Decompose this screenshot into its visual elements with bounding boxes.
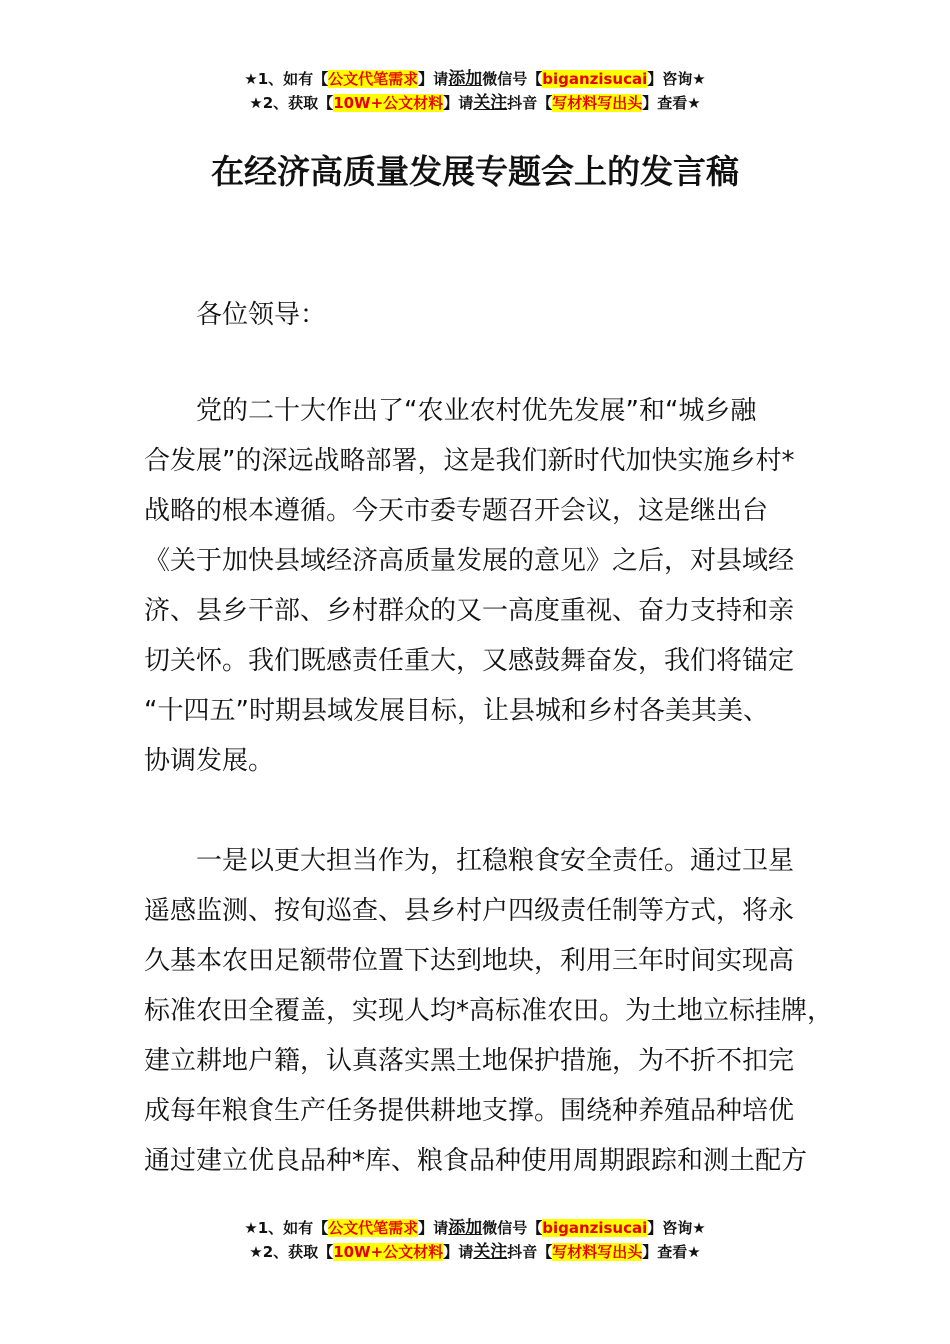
paragraph-line: 党的二十大作出了“农业农村优先发展”和“城乡融 (144, 396, 757, 426)
paragraph-line: 成每年粮食生产任务提供耕地支撑。围绕种养殖品种培优 (144, 1096, 795, 1126)
promo-emphasis: 添加 (448, 69, 483, 89)
promo-text: ★2、获取【 (249, 1243, 334, 1261)
paragraph-line: 标准农田全覆盖，实现人均*高标准农田。为土地立标挂牌， (144, 996, 834, 1026)
paragraph-line: 协调发展。 (144, 746, 275, 776)
promo-text: 】请 (418, 1219, 449, 1237)
promo-emphasis: 关注 (473, 93, 508, 113)
promo-text: ★1、如有【 (244, 1219, 329, 1237)
paragraph-line: 战略的根本遵循。今天市委专题召开会议，这是继出台 (144, 496, 769, 526)
promo-line-2 (0, 1240, 950, 1264)
promo-highlight: 公文代笔需求 (328, 1219, 419, 1237)
paragraph-line: 通过建立优良品种*库、粮食品种使用周期跟踪和测土配方 (144, 1146, 808, 1176)
paragraph-line: 合发展”的深远战略部署，这是我们新时代加快实施乡村* (144, 446, 795, 476)
promo-emphasis: 添加 (448, 1218, 483, 1238)
paragraph-line: 济、县乡干部、乡村群众的又一高度重视、奋力支持和亲 (144, 596, 795, 626)
promo-text: 微信号【 (482, 70, 543, 88)
douyin-account: 写材料写出头 (552, 94, 643, 112)
promo-highlight: 公文代笔需求 (328, 70, 419, 88)
promo-text: 】请 (443, 94, 474, 112)
promo-highlight: 10W+公文材料 (333, 94, 444, 112)
douyin-account: 写材料写出头 (552, 1243, 643, 1261)
document-title: 在经济高质量发展专题会上的发言稿 (211, 152, 739, 191)
promo-banner-bottom (0, 1216, 950, 1264)
promo-text: 微信号【 (482, 1219, 543, 1237)
promo-text: ★1、如有【 (244, 70, 329, 88)
paragraph-1 (144, 386, 834, 786)
promo-line-1 (0, 67, 950, 91)
paragraph-line: 建立耕地户籍，认真落实黑土地保护措施，为不折不扣完 (144, 1046, 795, 1076)
paragraph-line: 遥感监测、按旬巡查、县乡村户四级责任制等方式，将永 (144, 896, 795, 926)
promo-text: 】查看★ (642, 94, 701, 112)
promo-banner-top (0, 67, 950, 115)
promo-text: 】请 (443, 1243, 474, 1261)
promo-text: 】咨询★ (647, 70, 706, 88)
promo-line-1 (0, 1216, 950, 1240)
paragraph-line: 一是以更大担当作为，扛稳粮食安全责任。通过卫星 (144, 846, 795, 876)
promo-text: ★2、获取【 (249, 94, 334, 112)
promo-text: 抖音【 (507, 94, 553, 112)
wechat-id: biganzisucai (542, 70, 648, 88)
paragraph-line: 《关于加快县域经济高质量发展的意见》之后，对县域经 (144, 546, 795, 576)
paragraph-2 (144, 836, 834, 1186)
paragraph-line: “十四五”时期县域发展目标，让县城和乡村各美其美、 (144, 696, 769, 726)
promo-line-2 (0, 91, 950, 115)
promo-text: 】查看★ (642, 1243, 701, 1261)
promo-text: 】咨询★ (647, 1219, 706, 1237)
salutation: 各位领导： (196, 300, 327, 330)
promo-text: 】请 (418, 70, 449, 88)
wechat-id: biganzisucai (542, 1219, 648, 1237)
paragraph-line: 久基本农田足额带位置下达到地块，利用三年时间实现高 (144, 946, 795, 976)
paragraph-line: 切关怀。我们既感责任重大，又感鼓舞奋发，我们将锚定 (144, 646, 795, 676)
promo-text: 抖音【 (507, 1243, 553, 1261)
promo-emphasis: 关注 (473, 1242, 508, 1262)
promo-highlight: 10W+公文材料 (333, 1243, 444, 1261)
